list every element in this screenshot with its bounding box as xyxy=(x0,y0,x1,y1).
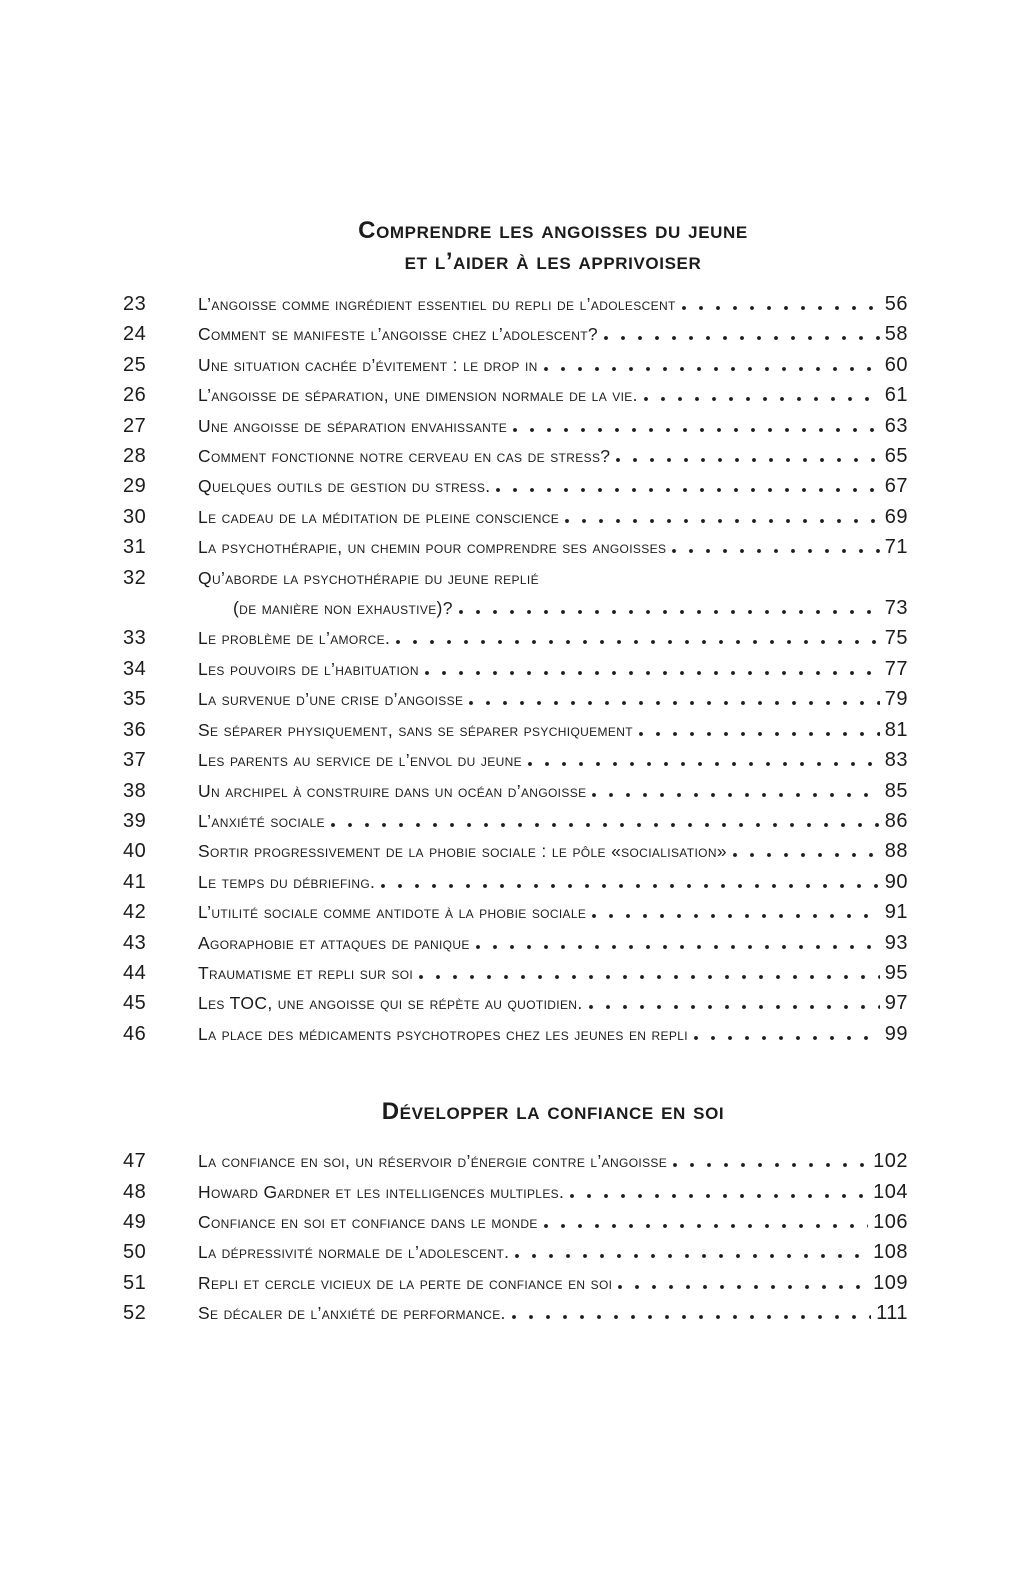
chapter-title: Comment fonctionne notre cerveau en cas de stress? xyxy=(198,446,611,467)
dot-leader xyxy=(419,975,880,979)
toc-entry-line xyxy=(123,1177,908,1207)
chapter-number: 48 xyxy=(123,1180,147,1203)
page-number: 73 xyxy=(884,597,908,620)
dot-leader xyxy=(639,732,880,736)
toc-entry-line xyxy=(123,1019,908,1049)
section-heading-line: et l’aider à les apprivoiser xyxy=(404,248,702,275)
dot-leader xyxy=(513,428,880,432)
chapter-number: 33 xyxy=(123,627,147,650)
chapter-title: Se décaler de l’anxiété de performance. xyxy=(198,1303,506,1324)
page-number: 63 xyxy=(884,414,908,437)
toc-entry-line xyxy=(123,928,908,958)
dot-leader xyxy=(512,1315,871,1319)
page-number: 71 xyxy=(884,536,908,559)
section-heading-line: Développer la confiance en soi xyxy=(381,1098,725,1126)
dot-leader xyxy=(682,306,880,310)
chapter-title: Confiance en soi et confiance dans le monde xyxy=(198,1211,538,1232)
toc-entry-line xyxy=(123,1146,908,1176)
page-number: 86 xyxy=(884,809,908,832)
toc-entry xyxy=(123,928,908,958)
page-number: 85 xyxy=(884,779,908,802)
chapter-title: Sortir progressivement de la phobie sociale : le pôle «socialisation» xyxy=(198,841,727,862)
toc-entry xyxy=(123,623,908,653)
chapter-title: Un archipel à construire dans un océan d’angoisse xyxy=(198,780,587,801)
toc-entry-line xyxy=(123,806,908,836)
chapter-number: 51 xyxy=(123,1271,147,1294)
page-number: 88 xyxy=(884,840,908,863)
toc-entry-line xyxy=(123,684,908,714)
chapter-title: Les parents au service de l’envol du jeune xyxy=(198,750,522,771)
dot-leader xyxy=(644,397,880,401)
toc-entry xyxy=(123,532,908,562)
toc-entry xyxy=(123,1146,908,1176)
dot-leader xyxy=(528,762,880,766)
dot-leader xyxy=(381,884,880,888)
toc-entry xyxy=(123,867,908,897)
page-number: 79 xyxy=(884,688,908,711)
chapter-title: La survenue d’une crise d’angoisse xyxy=(198,689,464,710)
chapter-title: L’anxiété sociale xyxy=(198,810,325,831)
toc-entry xyxy=(123,836,908,866)
toc-entry-line xyxy=(123,623,908,653)
toc-entry xyxy=(123,289,908,319)
toc-entry xyxy=(123,502,908,532)
toc-entry xyxy=(123,988,908,1018)
toc-entry-line xyxy=(123,441,908,471)
toc-entry-line xyxy=(123,1207,908,1237)
dot-leader xyxy=(476,945,880,949)
toc-entry-line xyxy=(123,289,908,319)
chapter-title: Traumatisme et repli sur soi xyxy=(198,962,414,983)
toc-entry-line xyxy=(123,319,908,349)
chapter-number: 28 xyxy=(123,445,147,468)
chapter-number: 45 xyxy=(123,992,147,1015)
chapter-title: Une angoisse de séparation envahissante xyxy=(198,415,508,436)
chapter-title: La confiance en soi, un réservoir d’énergie contre l’angoisse xyxy=(198,1151,668,1172)
toc-entry xyxy=(123,563,908,624)
toc-entry-line xyxy=(123,654,908,684)
chapter-title: Qu’aborde la psychothérapie du jeune replié xyxy=(198,567,539,588)
dot-leader xyxy=(496,488,879,492)
toc-entry xyxy=(123,958,908,988)
chapter-number: 49 xyxy=(123,1210,147,1233)
dot-leader xyxy=(604,336,880,340)
toc-entry xyxy=(123,1298,908,1328)
dot-leader xyxy=(565,519,880,523)
toc-entry xyxy=(123,745,908,775)
dot-leader xyxy=(592,914,879,918)
toc-entry-line xyxy=(123,988,908,1018)
chapter-number: 37 xyxy=(123,749,147,772)
page-number: 93 xyxy=(884,931,908,954)
page-number: 67 xyxy=(884,475,908,498)
chapter-number: 30 xyxy=(123,505,147,528)
chapter-number: 25 xyxy=(123,353,147,376)
chapter-number: 39 xyxy=(123,809,147,832)
toc-entry xyxy=(123,319,908,349)
dot-leader xyxy=(570,1194,868,1198)
dot-leader xyxy=(469,701,879,705)
chapter-number: 52 xyxy=(123,1302,147,1325)
chapter-number: 50 xyxy=(123,1241,147,1264)
toc-entry-line xyxy=(123,958,908,988)
page-number: 61 xyxy=(884,384,908,407)
toc-entry xyxy=(123,654,908,684)
chapter-number: 24 xyxy=(123,323,147,346)
page-number: 60 xyxy=(884,353,908,376)
chapter-title: Les TOC, une angoisse qui se répète au quotidien. xyxy=(198,993,583,1014)
chapter-number: 46 xyxy=(123,1022,147,1045)
toc-entry xyxy=(123,441,908,471)
page-number: 65 xyxy=(884,445,908,468)
dot-leader xyxy=(616,458,879,462)
chapter-number: 38 xyxy=(123,779,147,802)
chapter-title: L’angoisse comme ingrédient essentiel du repli de l’adolescent xyxy=(198,294,676,314)
chapter-title-continued: (de manière non exhaustive)? xyxy=(233,598,453,619)
chapter-number: 43 xyxy=(123,931,147,954)
chapter-number: 32 xyxy=(123,566,147,589)
page-number: 109 xyxy=(873,1271,908,1294)
toc-entry-line xyxy=(123,867,908,897)
toc-entry-line xyxy=(123,1268,908,1298)
chapter-number: 47 xyxy=(123,1150,147,1173)
dot-leader xyxy=(515,1254,868,1258)
toc-entry xyxy=(123,715,908,745)
section-heading xyxy=(198,215,908,277)
chapter-number: 31 xyxy=(123,536,147,559)
toc-entry-line xyxy=(123,897,908,927)
dot-leader xyxy=(618,1285,868,1289)
chapter-title: La dépressivité normale de l’adolescent. xyxy=(198,1242,510,1263)
page-number: 77 xyxy=(884,657,908,680)
toc-entry-line xyxy=(123,836,908,866)
page-number: 99 xyxy=(884,1022,908,1045)
page-number: 102 xyxy=(873,1150,908,1173)
chapter-title: Agoraphobie et attaques de panique xyxy=(198,932,470,953)
toc-entry xyxy=(123,1237,908,1267)
toc-entry-continuation-line xyxy=(123,593,908,623)
page-number: 106 xyxy=(873,1210,908,1233)
page-number: 90 xyxy=(884,870,908,893)
chapter-number: 23 xyxy=(123,293,147,315)
dot-leader xyxy=(396,640,880,644)
toc-entry xyxy=(123,1268,908,1298)
chapter-title: Comment se manifeste l’angoisse chez l’adolescent? xyxy=(198,324,599,345)
page-number: 97 xyxy=(884,992,908,1015)
chapter-title: Repli et cercle vicieux de la perte de confiance en soi xyxy=(198,1272,613,1293)
toc-section xyxy=(123,1096,908,1328)
toc-entry xyxy=(123,684,908,714)
toc-section xyxy=(123,215,908,1049)
chapter-title: Howard Gardner et les intelligences multiples. xyxy=(198,1181,565,1202)
toc-entry-line xyxy=(123,350,908,380)
page-number: 56 xyxy=(884,293,908,315)
chapter-number: 29 xyxy=(123,475,147,498)
dot-leader xyxy=(673,1163,868,1167)
chapter-number: 35 xyxy=(123,688,147,711)
toc-entry xyxy=(123,1207,908,1237)
section-heading xyxy=(198,1096,908,1127)
chapter-title: La place des médicaments psychotropes chez les jeunes en repli xyxy=(198,1023,688,1044)
page-number: 95 xyxy=(884,961,908,984)
page-number: 75 xyxy=(884,627,908,650)
page-number: 58 xyxy=(884,323,908,346)
dot-leader xyxy=(592,793,879,797)
chapter-number: 41 xyxy=(123,870,147,893)
dot-leader xyxy=(544,367,880,371)
toc-sections xyxy=(123,215,908,1329)
toc-entry xyxy=(123,897,908,927)
toc-entry-line xyxy=(123,1298,908,1328)
toc-entry-list xyxy=(123,1146,908,1328)
chapter-title: L’angoisse de séparation, une dimension normale de la vie. xyxy=(198,385,638,406)
page-number: 104 xyxy=(873,1180,908,1203)
chapter-number: 27 xyxy=(123,414,147,437)
toc-entry xyxy=(123,411,908,441)
chapter-number: 44 xyxy=(123,961,147,984)
chapter-title: Une situation cachée d’évitement : le drop in xyxy=(198,354,538,375)
toc-entry-line xyxy=(123,471,908,501)
chapter-title: Le problème de l’amorce. xyxy=(198,628,391,649)
toc-entry xyxy=(123,776,908,806)
toc-entry-line xyxy=(123,715,908,745)
toc-entry xyxy=(123,806,908,836)
toc-entry-line xyxy=(123,563,908,593)
toc-entry-line xyxy=(123,776,908,806)
chapter-number: 36 xyxy=(123,718,147,741)
chapter-title: Le cadeau de la méditation de pleine conscience xyxy=(198,506,560,527)
page-number: 108 xyxy=(873,1241,908,1264)
toc-entry-line xyxy=(123,1237,908,1267)
toc-entry xyxy=(123,380,908,410)
dot-leader xyxy=(331,823,880,827)
chapter-title: Quelques outils de gestion du stress. xyxy=(198,476,491,497)
chapter-title: La psychothérapie, un chemin pour comprendre ses angoisses xyxy=(198,537,667,558)
toc-entry-line xyxy=(123,532,908,562)
chapter-title: Le temps du débriefing. xyxy=(198,871,376,892)
toc-entry-line xyxy=(123,411,908,441)
dot-leader xyxy=(589,1005,880,1009)
dot-leader xyxy=(544,1224,868,1228)
page-number: 91 xyxy=(884,901,908,924)
page-number: 69 xyxy=(884,505,908,528)
chapter-number: 34 xyxy=(123,657,147,680)
dot-leader xyxy=(459,610,880,614)
toc-entry xyxy=(123,1019,908,1049)
toc-entry-line xyxy=(123,502,908,532)
toc-entry-line xyxy=(123,745,908,775)
chapter-number: 26 xyxy=(123,384,147,407)
section-heading-line: Comprendre les angoisses du jeune xyxy=(358,217,748,244)
page-number: 111 xyxy=(876,1302,908,1325)
dot-leader xyxy=(733,853,880,857)
chapter-number: 42 xyxy=(123,901,147,924)
dot-leader xyxy=(672,549,879,553)
toc-entry xyxy=(123,1177,908,1207)
page-number: 81 xyxy=(884,718,908,741)
toc-entry-list xyxy=(123,289,908,1049)
toc-entry-line xyxy=(123,380,908,410)
chapter-title: Les pouvoirs de l’habituation xyxy=(198,658,419,679)
chapter-title: L’utilité sociale comme antidote à la phobie sociale xyxy=(198,902,587,923)
chapter-title: Se séparer physiquement, sans se séparer psychiquement xyxy=(198,719,633,740)
dot-leader xyxy=(694,1036,880,1040)
dot-leader xyxy=(425,671,880,675)
chapter-number: 40 xyxy=(123,840,147,863)
page-number: 83 xyxy=(884,749,908,772)
toc-entry xyxy=(123,350,908,380)
toc-entry xyxy=(123,471,908,501)
